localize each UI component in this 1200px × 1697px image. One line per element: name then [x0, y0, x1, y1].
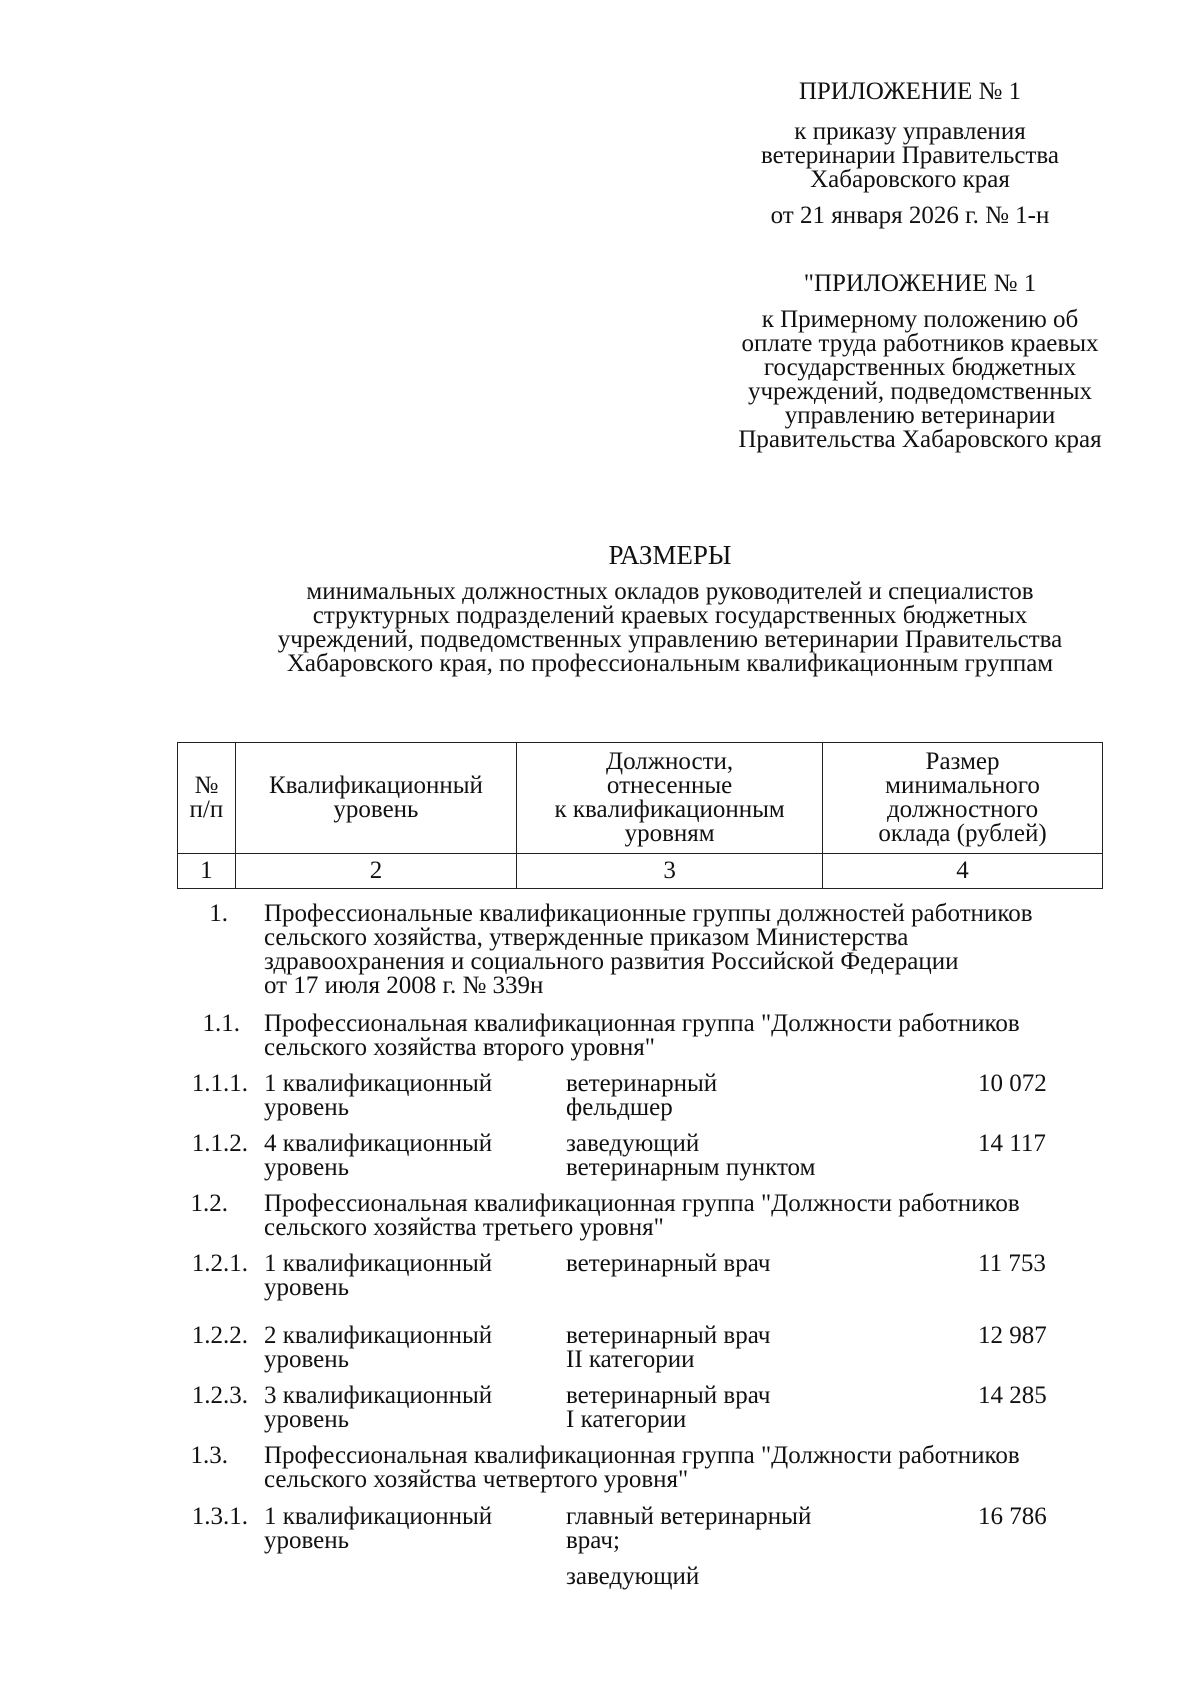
row-position: ветеринарный врач — [566, 1250, 771, 1277]
section-number: 1. — [209, 900, 228, 927]
header-level: Квалификационный уровень — [235, 743, 516, 854]
row-number: 1.2.3. — [191, 1382, 248, 1409]
column-number: 3 — [517, 854, 823, 889]
section-number: 1.1. — [202, 1010, 240, 1037]
header-salary: Размер минимального должностного оклада (рублей) — [823, 743, 1103, 854]
row-salary: 10 072 — [978, 1070, 1047, 1097]
row-position: ветеринарный врач I категории — [566, 1382, 771, 1433]
row-number: 1.2.2. — [191, 1322, 248, 1349]
column-number: 2 — [235, 854, 516, 889]
inner-appendix-line: Правительства Хабаровского края — [738, 426, 1102, 453]
salary-table-header — [177, 742, 1103, 889]
section-text: Профессиональная квалификационная группа "Должности работников сельского хозяйства второго уровня" — [264, 1010, 1020, 1061]
subtitle-line: структурных подразделений краевых государственных бюджетных — [312, 602, 1028, 629]
row-position: заведующий ветеринарным пунктом — [566, 1130, 816, 1181]
row-salary: 12 987 — [978, 1322, 1047, 1349]
column-number: 4 — [823, 854, 1103, 889]
document-title: РАЗМЕРЫ — [608, 540, 732, 570]
section-text: Профессиональные квалификационные группы должностей работников сельского хозяйства, утвержденные приказом Министерства здравоохранения и социального развития Российской Федерации от 17 июля 2008 г. № 339н — [264, 900, 1033, 999]
appendix-date: от 21 января 2026 г. № 1-н — [770, 202, 1050, 229]
section-number: 1.2. — [190, 1190, 228, 1217]
row-salary: 16 786 — [978, 1503, 1047, 1530]
row-level: 1 квалификационный уровень — [264, 1503, 493, 1554]
section-text: Профессиональная квалификационная группа "Должности работников сельского хозяйства четвертого уровня" — [264, 1442, 1020, 1493]
row-salary: 14 117 — [978, 1130, 1046, 1157]
appendix-line: Хабаровского края — [810, 166, 1010, 193]
inner-appendix-line: государственных бюджетных — [763, 354, 1077, 381]
row-position-extra: заведующий — [566, 1563, 700, 1590]
row-level: 3 квалификационный уровень — [264, 1382, 493, 1433]
section-text: Профессиональная квалификационная группа "Должности работников сельского хозяйства третьего уровня" — [264, 1190, 1020, 1241]
header-number: № п/п — [178, 743, 236, 854]
appendix-line: к приказу управления — [794, 118, 1026, 145]
row-position: ветеринарный фельдшер — [566, 1070, 718, 1121]
column-number: 1 — [178, 854, 236, 889]
appendix-text — [700, 120, 1120, 192]
inner-appendix-line: учреждений, подведомственных — [747, 378, 1093, 405]
appendix-line: ветеринарии Правительства — [761, 142, 1059, 169]
row-position: ветеринарный врач II категории — [566, 1322, 771, 1373]
row-number: 1.1.1. — [191, 1070, 248, 1097]
appendix-title: ПРИЛОЖЕНИЕ № 1 — [798, 78, 1022, 105]
section-number: 1.3. — [190, 1442, 228, 1469]
inner-appendix-line: к Примерному положению об — [761, 306, 1079, 333]
row-level: 2 квалификационный уровень — [264, 1322, 493, 1373]
row-salary: 14 285 — [978, 1382, 1047, 1409]
header-positions: Должности, отнесенные к квалификационным уровням — [517, 743, 823, 854]
subtitle-line: учреждений, подведомственных управлению ветеринарии Правительства — [277, 626, 1063, 653]
row-level: 4 квалификационный уровень — [264, 1130, 493, 1181]
inner-appendix-line: оплате труда работников краевых — [741, 330, 1099, 357]
inner-appendix-text — [690, 308, 1150, 452]
inner-appendix-title: "ПРИЛОЖЕНИЕ № 1 — [803, 270, 1037, 297]
row-level: 1 квалификационный уровень — [264, 1070, 493, 1121]
row-position: главный ветеринарный врач; заведующий — [566, 1503, 812, 1590]
document-subtitle — [200, 580, 1140, 676]
subtitle-line: минимальных должностных окладов руководителей и специалистов — [306, 578, 1034, 605]
row-level: 1 квалификационный уровень — [264, 1250, 493, 1301]
row-salary: 11 753 — [978, 1250, 1046, 1277]
row-number: 1.1.2. — [191, 1130, 248, 1157]
inner-appendix-line: управлению ветеринарии — [784, 402, 1056, 429]
row-number: 1.3.1. — [191, 1503, 248, 1530]
subtitle-line: Хабаровского края, по профессиональным квалификационным группам — [286, 650, 1054, 677]
row-number: 1.2.1. — [191, 1250, 248, 1277]
